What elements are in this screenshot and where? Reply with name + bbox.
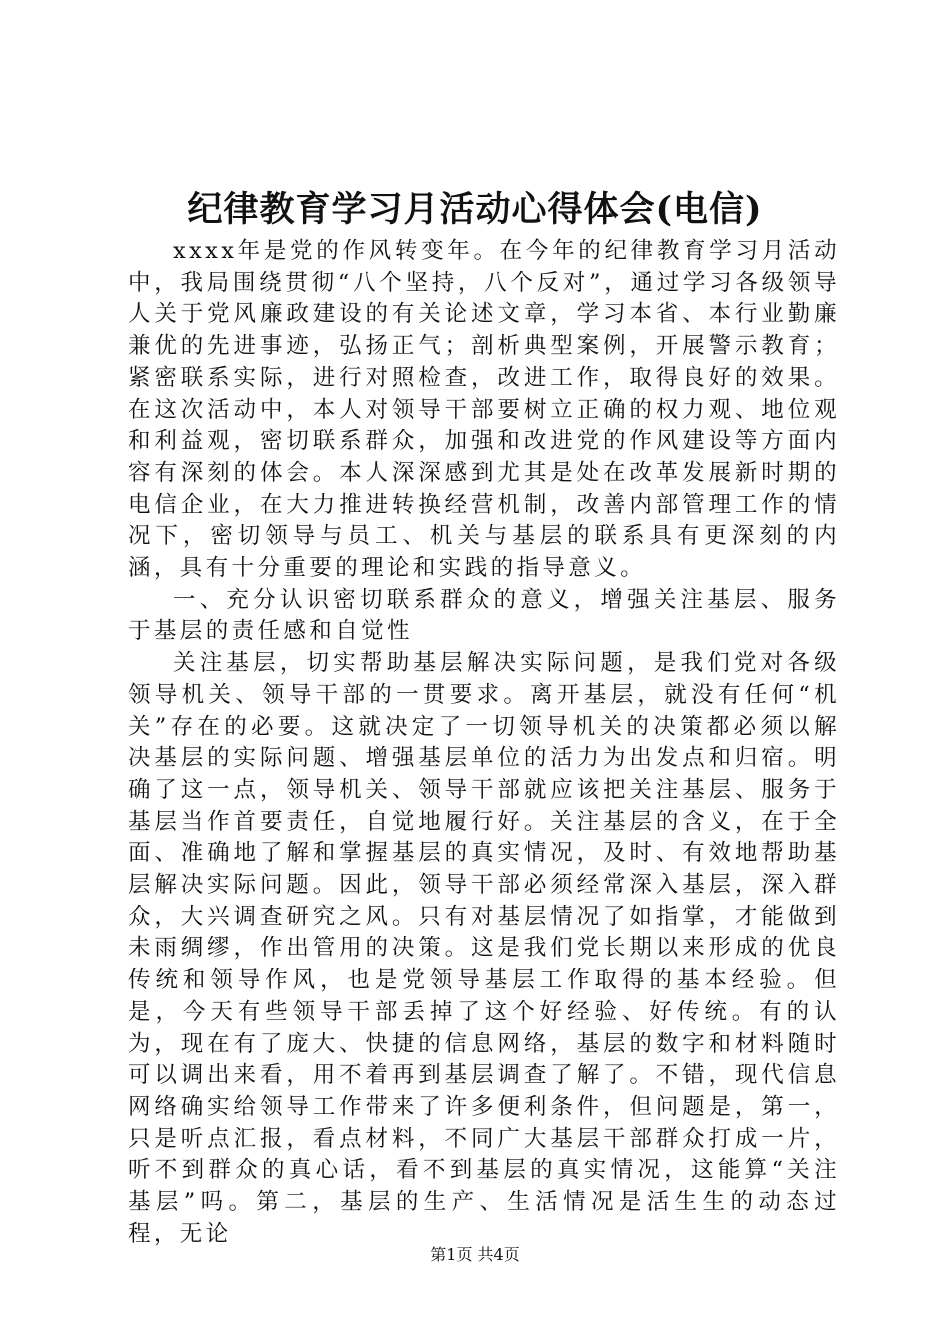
page-number-footer: 第1页 共4页 [430,1245,520,1264]
body-paragraph: xxxx年是党的作风转变年。在今年的纪律教育学习月活动中，我局围绕贯彻“八个坚持，八个反对”，通过学习各级领导人关于党风廉政建设的有关论述文章，学习本省、本行业勤廉兼优的先进事迹，弘扬正气；剖析典型案例，开展警示教育；紧密联系实际，进行对照检查，改进工作，取得良好的效果。在这次活动中，本人对领导干部要树立正确的权力观、地位观和利益观，密切联系群众，加强和改进党的作风建设等方面内容有深刻的体会。本人深深感到尤其是处在改革发展新时期的电信企业，在大力推进转换经营机制，改善内部管理工作的情况下，密切领导与员工、机关与基层的联系具有更深刻的内涵，具有十分重要的理论和实践的指导意义。 [128,238,840,582]
document-body [128,236,840,1251]
body-paragraph: 关注基层，切实帮助基层解决实际问题，是我们党对各级领导机关、领导干部的一贯要求。离开基层，就没有任何“机关”存在的必要。这就决定了一切领导机关的决策都必须以解决基层的实际问题、增强基层单位的活力为出发点和归宿。明确了这一点，领导机关、领导干部就应该把关注基层、服务于基层当作首要责任，自觉地履行好。关注基层的含义，在于全面、准确地了解和掌握基层的真实情况，及时、有效地帮助基层解决实际问题。因此，领导干部必须经常深入基层，深入群众，大兴调查研究之风。只有对基层情况了如指掌，才能做到未雨绸缪，作出管用的决策。这是我们党长期以来形成的优良传统和领导作风，也是党领导基层工作取得的基本经验。但是，今天有些领导干部丢掉了这个好经验、好传统。有的认为，现在有了庞大、快捷的信息网络，基层的数字和材料随时可以调出来看，用不着再到基层调查了解了。不错，现代信息网络确实给领导工作带来了许多便利条件，但问题是，第一，只是听点汇报，看点材料，不同广大基层干部群众打成一片，听不到群众的真心话，看不到基层的真实情况，这能算“关注基层”吗。第二，基层的生产、生活情况是活生生的动态过程，无论 [128,650,840,1247]
document-title: 纪律教育学习月活动心得体会(电信) [187,189,763,230]
section-heading: 一、充分认识密切联系群众的意义，增强关注基层、服务于基层的责任感和自觉性 [128,586,840,645]
